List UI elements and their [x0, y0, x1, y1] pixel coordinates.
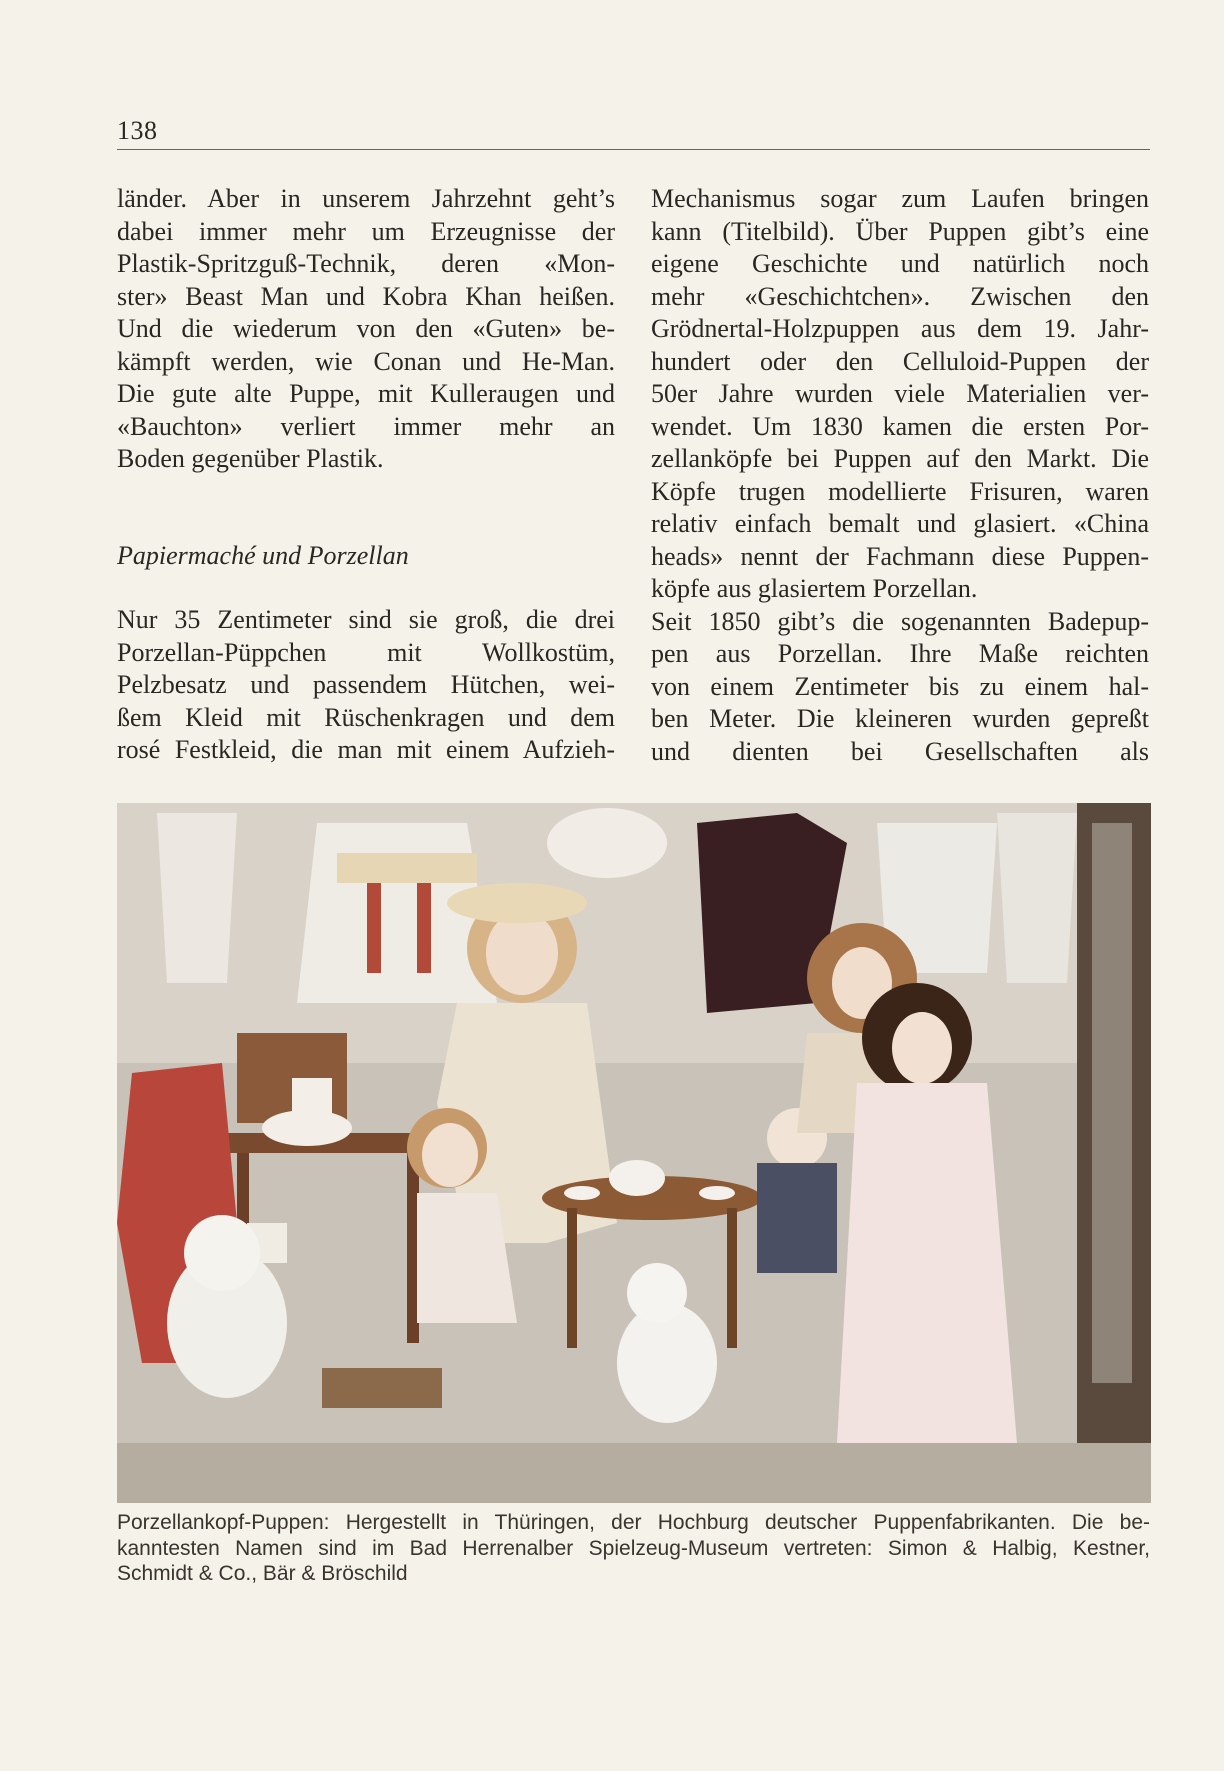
- text-line: Mechanismus sogar zum Laufen bringen: [651, 184, 1149, 213]
- text-line: Und die wiederum von den «Guten» be-: [117, 314, 615, 343]
- text-line: Die gute alte Puppe, mit Kulleraugen und: [117, 379, 615, 408]
- text-line: ßem Kleid mit Rüschenkragen und dem: [117, 702, 615, 732]
- doll-photo-illustration: [117, 803, 1151, 1503]
- text-line: pen aus Porzellan. Ihre Maße reichten: [651, 639, 1149, 668]
- text-line: länder. Aber in unserem Jahrzehnt geht’s: [117, 184, 615, 213]
- text-line: relativ einfach bemalt und glasiert. «China: [651, 509, 1149, 538]
- caption-line: Porzellankopf-Puppen: Hergestellt in Thüringen, der Hochburg deutscher Puppenfabrikanten. Die be-: [117, 1511, 1150, 1534]
- text-line: ster» Beast Man und Kobra Khan heißen.: [117, 281, 615, 311]
- text-line: Pelzbesatz und passendem Hütchen, wei-: [117, 670, 615, 699]
- text-line: köpfe aus glasiertem Porzellan.: [651, 574, 978, 603]
- doll-photograph: [117, 803, 1151, 1503]
- text-line: mehr «Geschichtchen». Zwischen den: [651, 281, 1149, 311]
- text-line: von einem Zentimeter bis zu einem hal-: [651, 671, 1149, 701]
- text-line: und dienten bei Gesellschaften als: [651, 736, 1149, 766]
- text-line: 50er Jahre wurden viele Materialien ver-: [651, 379, 1149, 408]
- text-line: Seit 1850 gibt’s die sogenannten Badepup-: [651, 606, 1149, 636]
- section-subheading: Papiermaché und Porzellan: [117, 540, 409, 570]
- text-line: kämpft werden, wie Conan und He-Man.: [117, 346, 615, 376]
- left-column: [117, 183, 615, 767]
- text-line: eigene Geschichte und natürlich noch: [651, 249, 1149, 278]
- text-line: Porzellan-Püppchen mit Wollkostüm,: [117, 637, 615, 667]
- text-line: ben Meter. Die kleineren wurden gepreßt: [651, 704, 1149, 733]
- text-line: wendet. Um 1830 kamen die ersten Por-: [651, 411, 1149, 441]
- text-line: heads» nennt der Fachmann diese Puppen-: [651, 541, 1149, 571]
- text-line: dabei immer mehr um Erzeugnisse der: [117, 216, 615, 246]
- caption-line: Schmidt & Co., Bär & Bröschild: [117, 1562, 408, 1585]
- left-paragraph-2: [117, 604, 615, 767]
- caption-line: kanntesten Namen sind im Bad Herrenalber Spielzeug-Museum vertreten: Simon & Halbig, Kestner,: [117, 1536, 1150, 1560]
- text-line: rosé Festkleid, die man mit einem Aufzieh-: [117, 735, 615, 764]
- right-paragraph-1: [651, 183, 1149, 606]
- text-line: Köpfe trugen modellierte Frisuren, waren: [651, 476, 1149, 506]
- right-column: [651, 183, 1149, 768]
- text-line: kann (Titelbild). Über Puppen gibt’s eine: [651, 216, 1149, 246]
- right-paragraph-2: [651, 606, 1149, 769]
- text-line: Grödnertal-Holzpuppen aus dem 19. Jahr-: [651, 314, 1149, 343]
- text-line: zellanköpfe bei Puppen auf den Markt. Die: [651, 444, 1149, 473]
- text-line: hundert oder den Celluloid-Puppen der: [651, 346, 1149, 376]
- text-line: Boden gegenüber Plastik.: [117, 444, 384, 473]
- text-line: Nur 35 Zentimeter sind sie groß, die drei: [117, 605, 615, 634]
- page-number: 138: [117, 116, 158, 145]
- header-rule: [117, 149, 1150, 150]
- text-line: «Bauchton» verliert immer mehr an: [117, 411, 615, 441]
- text-line: Plastik-Spritzguß-Technik, deren «Mon-: [117, 249, 615, 278]
- photo-caption: [117, 1510, 1150, 1587]
- left-paragraph-1: [117, 183, 615, 476]
